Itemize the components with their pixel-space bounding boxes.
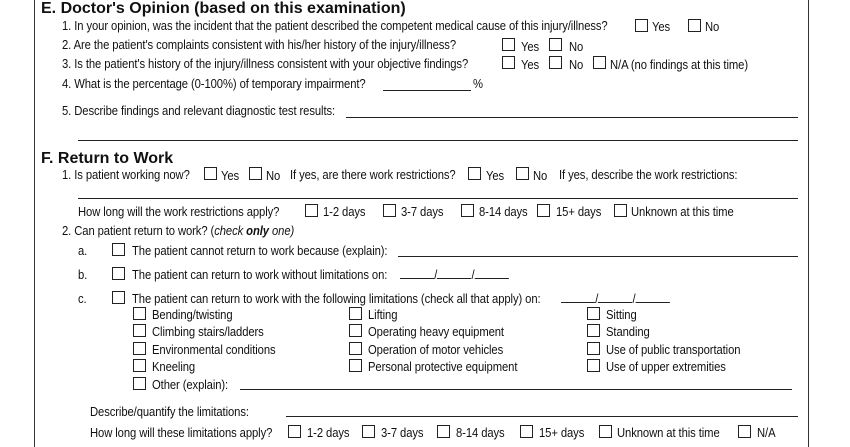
limit-climbing-checkbox[interactable] <box>133 324 146 337</box>
limits-na-checkbox[interactable] <box>738 425 751 438</box>
limit-lifting-checkbox[interactable] <box>349 307 362 320</box>
limit-environmental-checkbox[interactable] <box>133 342 146 355</box>
limit-motor-vehicles-label: Operation of motor vehicles <box>368 343 504 357</box>
limits-duration-1-2-label: 1-2 days <box>307 426 350 440</box>
describe-limits-input-line[interactable] <box>286 416 798 417</box>
limits-duration-8-14-label: 8-14 days <box>456 426 505 440</box>
e-q3-na-checkbox[interactable] <box>593 56 606 69</box>
limits-duration-15-label: 15+ days <box>539 426 585 440</box>
f-option-a-text: The patient cannot return to work because (explain): <box>132 244 388 258</box>
limit-heavy-equipment-checkbox[interactable] <box>349 324 362 337</box>
f-duration-unknown-checkbox[interactable] <box>614 204 627 217</box>
limits-duration-8-14-checkbox[interactable] <box>437 425 450 438</box>
e-q1-yes-checkbox[interactable] <box>635 19 648 32</box>
limit-kneeling-checkbox[interactable] <box>133 359 146 372</box>
limit-ppe-label: Personal protective equipment <box>368 360 518 374</box>
limits-duration-1-2-checkbox[interactable] <box>288 425 301 438</box>
e-q3-yes-checkbox[interactable] <box>502 56 515 69</box>
e-q5-input-line-2[interactable] <box>78 140 798 141</box>
f-duration-15-label: 15+ days <box>556 205 602 219</box>
f-restrictions-no-checkbox[interactable] <box>516 167 529 180</box>
f-duration-8-14-label: 8-14 days <box>479 205 528 219</box>
f-restrictions-describe: If yes, describe the work restrictions: <box>559 168 738 182</box>
f-q2-prefix: 2. Can patient return to work? ( <box>62 224 215 238</box>
limits-duration-unknown-label: Unknown at this time <box>617 426 720 440</box>
limits-duration-15-checkbox[interactable] <box>520 425 533 438</box>
right-border <box>808 0 809 447</box>
f-duration-3-7-label: 3-7 days <box>401 205 444 219</box>
limits-duration-unknown-checkbox[interactable] <box>599 425 612 438</box>
f-q1: 1. Is patient working now? <box>62 168 190 182</box>
f-option-b-slash-1: / <box>434 268 438 282</box>
e-q1-no-checkbox[interactable] <box>688 19 701 32</box>
limit-motor-vehicles-checkbox[interactable] <box>349 342 362 355</box>
limit-other-label: Other (explain): <box>152 378 229 392</box>
limit-public-transport-checkbox[interactable] <box>587 342 600 355</box>
f-how-long: How long will the work restrictions apply? <box>78 205 280 219</box>
e-q1-yes-label: Yes <box>652 20 671 34</box>
f-option-c-checkbox[interactable] <box>112 291 125 304</box>
f-option-c-letter: c. <box>78 292 87 306</box>
limit-standing-checkbox[interactable] <box>587 324 600 337</box>
e-q2-yes-label: Yes <box>521 40 540 54</box>
limit-other-checkbox[interactable] <box>133 377 146 390</box>
how-long-limits: How long will these limitations apply? <box>90 426 273 440</box>
f-restrictions-yes-checkbox[interactable] <box>468 167 481 180</box>
f-option-b-text: The patient can return to work without limitations on: <box>132 268 388 282</box>
limit-standing-label: Standing <box>606 325 650 339</box>
f-option-b-checkbox[interactable] <box>112 267 125 280</box>
limit-other-input-line[interactable] <box>240 389 792 390</box>
limit-public-transport-label: Use of public transportation <box>606 343 741 357</box>
f-q2-one: one) <box>268 224 295 238</box>
f-duration-unknown-label: Unknown at this time <box>631 205 734 219</box>
left-border <box>34 0 35 447</box>
e-q4: 4. What is the percentage (0-100%) of temporary impairment? <box>62 77 366 91</box>
e-q3-yes-label: Yes <box>521 58 540 72</box>
limit-lifting-label: Lifting <box>368 308 398 322</box>
f-option-b-slash-2: / <box>471 268 475 282</box>
f-restrictions-question: If yes, are there work restrictions? <box>290 168 456 182</box>
e-q3: 3. Is the patient's history of the injury/illness consistent with your objective findings? <box>62 57 469 71</box>
e-q4-input-line[interactable] <box>383 90 471 91</box>
f-q1-no-label: No <box>266 169 281 183</box>
section-f-title: F. Return to Work <box>41 150 174 167</box>
e-q3-no-label: No <box>569 58 584 72</box>
limit-environmental-label: Environmental conditions <box>152 343 276 357</box>
limit-ppe-checkbox[interactable] <box>349 359 362 372</box>
limit-climbing-label: Climbing stairs/ladders <box>152 325 264 339</box>
describe-limits-label: Describe/quantify the limitations: <box>90 405 249 419</box>
limit-kneeling-label: Kneeling <box>152 360 196 374</box>
limit-upper-extremities-label: Use of upper extremities <box>606 360 726 374</box>
f-restrictions-yes-label: Yes <box>486 169 505 183</box>
f-duration-1-2-checkbox[interactable] <box>305 204 318 217</box>
e-q2-no-label: No <box>569 40 584 54</box>
limit-bending-checkbox[interactable] <box>133 307 146 320</box>
f-option-a-checkbox[interactable] <box>112 243 125 256</box>
e-q3-na-label: N/A (no findings at this time) <box>610 58 748 72</box>
e-q3-no-checkbox[interactable] <box>549 56 562 69</box>
f-q1-yes-label: Yes <box>221 169 240 183</box>
section-e-title: E. Doctor's Opinion (based on this examination) <box>41 0 406 17</box>
limit-sitting-label: Sitting <box>606 308 637 322</box>
f-duration-15-checkbox[interactable] <box>537 204 550 217</box>
f-option-b-date[interactable] <box>400 268 509 282</box>
e-q4-percent: % <box>473 77 483 91</box>
e-q1-no-label: No <box>705 20 720 34</box>
limits-duration-3-7-label: 3-7 days <box>381 426 424 440</box>
f-option-c-slash-2: / <box>632 292 636 306</box>
e-q1: 1. In your opinion, was the incident that the patient described the competent medical cause of this injury/illness? <box>62 19 608 33</box>
limit-sitting-checkbox[interactable] <box>587 307 600 320</box>
f-q1-yes-checkbox[interactable] <box>204 167 217 180</box>
e-q2-yes-checkbox[interactable] <box>502 38 515 51</box>
limits-duration-3-7-checkbox[interactable] <box>362 425 375 438</box>
e-q2-no-checkbox[interactable] <box>549 38 562 51</box>
f-option-a-input-line[interactable] <box>398 256 798 257</box>
limit-upper-extremities-checkbox[interactable] <box>587 359 600 372</box>
f-option-c-slash-1: / <box>595 292 599 306</box>
f-duration-3-7-checkbox[interactable] <box>383 204 396 217</box>
limit-heavy-equipment-label: Operating heavy equipment <box>368 325 504 339</box>
f-restrictions-input-line[interactable] <box>78 198 798 199</box>
f-duration-1-2-label: 1-2 days <box>323 205 366 219</box>
f-q2-only: only <box>246 224 269 238</box>
e-q5: 5. Describe findings and relevant diagnostic test results: <box>62 104 336 118</box>
f-q2 <box>62 224 294 238</box>
f-restrictions-no-label: No <box>533 169 548 183</box>
f-option-a-letter: a. <box>78 244 88 258</box>
f-option-b-letter: b. <box>78 268 88 282</box>
limit-bending-label: Bending/twisting <box>152 308 233 322</box>
limits-na-label: N/A <box>757 426 776 440</box>
f-q1-no-checkbox[interactable] <box>249 167 262 180</box>
f-q2-check: check <box>214 224 247 238</box>
f-duration-8-14-checkbox[interactable] <box>461 204 474 217</box>
e-q5-input-line-1[interactable] <box>346 117 798 118</box>
f-option-c-text: The patient can return to work with the following limitations (check all that apply) on: <box>132 292 541 306</box>
f-option-c-date[interactable] <box>561 292 670 306</box>
e-q2: 2. Are the patient's complaints consistent with his/her history of the injury/illness? <box>62 38 456 52</box>
